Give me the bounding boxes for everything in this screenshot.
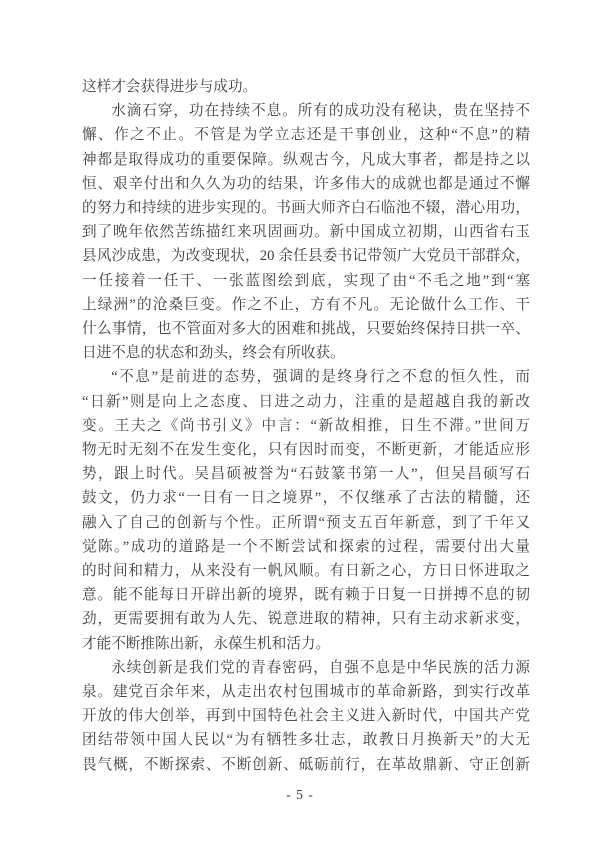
text-line: 的时间和精力，从来没有一帆风顺。有日新之心，方日日怀进取之 xyxy=(82,563,530,580)
text-line: 一任接着一任干、一张蓝图绘到底，实现了由“不毛之地”到“塞 xyxy=(82,272,530,289)
text-line: 劲，更需要拥有敢为人先、锐意进取的精神，只有主动求新求变， xyxy=(82,611,530,628)
text-line: 泉。建党百余年来，从走出农村包围城市的革命新路，到实行改革 xyxy=(82,684,530,701)
text-line: 县风沙成患，为改变现状，20 余任县委书记带领广大党员干部群众， xyxy=(82,248,530,265)
text-line: 水滴石穿，功在持续不息。所有的成功没有秘诀，贵在坚持不 xyxy=(111,103,530,120)
text-line: 神都是取得成功的重要保障。纵观古今，凡成大事者，都是持之以 xyxy=(82,151,530,168)
text-line: 的努力和持续的进步实现的。书画大师齐白石临池不辍，潜心用功， xyxy=(82,200,530,217)
text-line: “日新”则是向上之态度、日进之动力，注重的是超越自我的新改 xyxy=(82,393,530,410)
text-line: 什么事情，也不管面对多大的困难和挑战，只要始终保持日拱一卒、 xyxy=(82,321,530,338)
text-line: 物无时无刻不在发生变化，只有因时而变，不断更新，才能适应形 xyxy=(82,442,530,459)
page-footer xyxy=(0,787,600,803)
text-line: 这样才会获得进步与成功。 xyxy=(82,79,258,95)
text-line: 日进不息的状态和劲头，终会有所收获。 xyxy=(82,345,345,362)
text-line: 恒、艰辛付出和久久为功的结果，许多伟大的成就也都是通过不懈 xyxy=(82,175,530,192)
text-line: “不息”是前进的态势，强调的是终身行之不怠的恒久性，而 xyxy=(111,369,530,386)
text-line: 上绿洲”的沧桑巨变。作之不止，方有不凡。无论做什么工作、干 xyxy=(82,296,530,313)
text-line: 觉陈。”成功的道路是一个不断尝试和探索的过程，需要付出大量 xyxy=(82,538,530,555)
page-number: - 5 - xyxy=(286,787,314,802)
text-line: 融入了自己的创新与个性。正所谓“预支五百年新意，到了千年又 xyxy=(82,514,530,531)
text-line: 势，跟上时代。吴昌硕被誉为“石鼓篆书第一人”，但吴昌硕写石 xyxy=(82,466,530,483)
text-line: 鼓文，仍力求“一日有一日之境界”，不仅继承了古法的精髓，还 xyxy=(82,490,530,507)
text-line: 到了晚年依然苦练描红来巩固画功。新中国成立初期，山西省右玉 xyxy=(82,224,530,241)
text-line: 变。王夫之《尚书引义》中言：“新故相推，日生不滞。”世间万 xyxy=(82,417,530,434)
document-body xyxy=(82,75,530,777)
text-line: 意。能不能每日开辟出新的境界，既有赖于日复一日拼搏不息的韧 xyxy=(82,587,530,604)
text-line: 永续创新是我们党的青春密码，自强不息是中华民族的活力源 xyxy=(111,659,530,676)
text-line: 开放的伟大创举，再到中国特色社会主义进入新时代，中国共产党 xyxy=(82,708,530,725)
text-line: 畏气概，不断探索、不断创新、砥砺前行，在革故鼎新、守正创新 xyxy=(82,756,530,773)
text-line: 才能不断推陈出新，永葆生机和活力。 xyxy=(82,635,331,652)
text-line: 团结带领中国人民以“为有牺牲多壮志，敢教日月换新天”的大无 xyxy=(82,732,530,749)
text-line: 懈、作之不止。不管是为学立志还是干事创业，这种“不息”的精 xyxy=(82,127,530,144)
